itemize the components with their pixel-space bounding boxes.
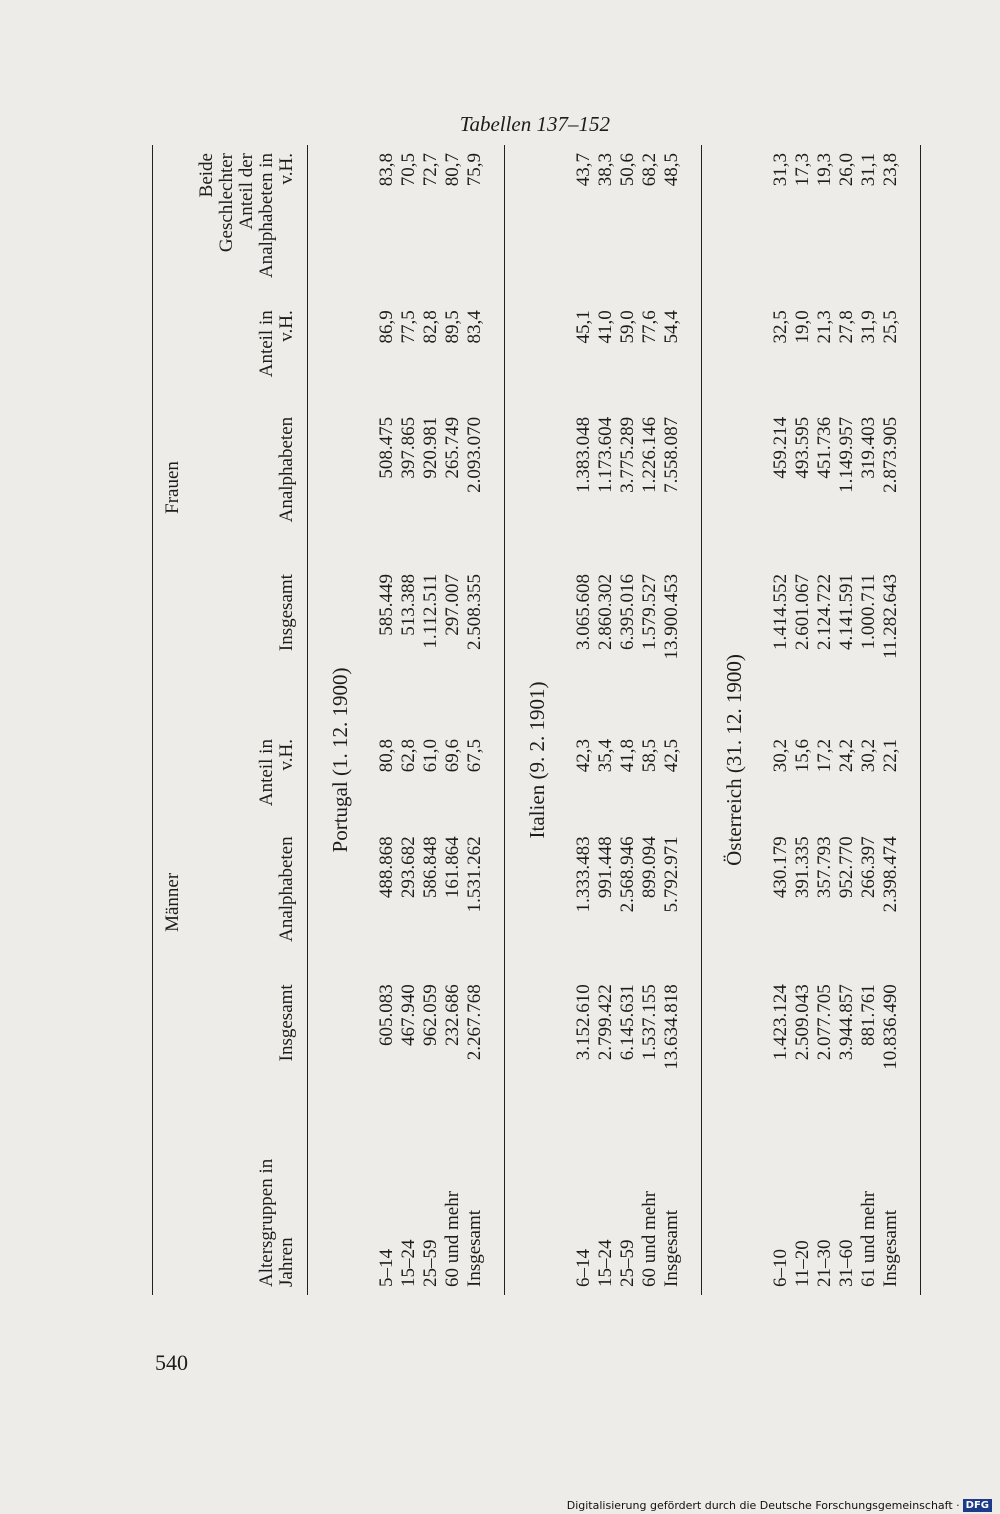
table-cell: 89,5 xyxy=(442,310,464,344)
table-cell: 75,9 xyxy=(464,153,486,187)
table-cell: 86,9 xyxy=(376,310,398,344)
table-cell: 297.007 xyxy=(442,574,464,636)
running-header: Tabellen 137–152 xyxy=(459,112,610,136)
table-row xyxy=(792,145,814,1295)
table-cell: 2.601.067 xyxy=(792,574,814,651)
row-label: 60 und mehr xyxy=(442,1190,464,1287)
row-label: Insgesamt xyxy=(661,1209,683,1287)
table-row xyxy=(617,145,639,1295)
table-cell: 1.414.552 xyxy=(770,574,792,651)
table-cell: 293.682 xyxy=(398,836,420,899)
header-age: Altersgruppen in Jahren xyxy=(183,1123,307,1295)
table-cell: 962.059 xyxy=(420,984,442,1047)
table-cell: 2.124.722 xyxy=(814,574,836,651)
table-cell: 42,5 xyxy=(661,739,683,773)
table-cell: 58,5 xyxy=(639,739,661,773)
table-cell: 6.395.016 xyxy=(617,574,639,651)
table-cell: 7.558.087 xyxy=(661,416,683,493)
table-section xyxy=(701,145,920,1295)
row-label: 31–60 xyxy=(836,1239,858,1287)
header-women-total: Insgesamt xyxy=(183,566,307,731)
section-title-row xyxy=(307,145,376,1295)
table-cell: 11.282.643 xyxy=(880,574,902,659)
table-row xyxy=(595,145,617,1295)
table-cell: 459.214 xyxy=(770,416,792,479)
table-cell: 21,3 xyxy=(814,310,836,344)
table-cell: 3.775.289 xyxy=(617,416,639,493)
table-cell: 42,3 xyxy=(573,739,595,773)
table-cell: 4.141.591 xyxy=(836,574,858,651)
table-cell: 1.173.604 xyxy=(595,416,617,493)
row-label: 61 und mehr xyxy=(858,1190,880,1287)
table-cell: 41,0 xyxy=(595,310,617,344)
table-cell: 82,8 xyxy=(420,310,442,344)
table-cell: 881.761 xyxy=(858,984,880,1047)
table-row xyxy=(420,145,442,1295)
table-cell: 5.792.971 xyxy=(661,836,683,913)
table-cell: 31,1 xyxy=(858,153,880,187)
table-row xyxy=(639,145,661,1295)
table-cell: 265.749 xyxy=(442,416,464,479)
page-number: 540 xyxy=(155,1350,188,1375)
table-cell: 19,0 xyxy=(792,310,814,344)
table-cell: 70,5 xyxy=(398,153,420,187)
table-cell: 2.873.905 xyxy=(880,416,902,493)
header-both-share: Beide Geschlechter Anteil der Analphabeten in v.H. xyxy=(183,145,307,302)
table-cell: 62,8 xyxy=(398,739,420,773)
table-cell: 605.083 xyxy=(376,984,398,1047)
table-cell: 77,5 xyxy=(398,310,420,344)
header-women-illiterate: Analphabeten xyxy=(183,409,307,566)
table-cell: 22,1 xyxy=(880,739,902,773)
table-cell: 1.537.155 xyxy=(639,984,661,1061)
table-cell: 83,4 xyxy=(464,310,486,344)
table-cell: 3.152.610 xyxy=(573,984,595,1061)
table-cell: 19,3 xyxy=(814,153,836,187)
table-cell: 54,4 xyxy=(661,310,683,344)
table-row xyxy=(661,145,702,1295)
table-cell: 80,7 xyxy=(442,153,464,187)
table-cell: 23,8 xyxy=(880,153,902,187)
table-cell: 2.077.705 xyxy=(814,984,836,1061)
section-title: Portugal (1. 12. 1900) xyxy=(328,667,353,853)
table-cell: 319.403 xyxy=(858,416,880,479)
section-title-row xyxy=(701,145,770,1295)
table-cell: 2.568.946 xyxy=(617,836,639,913)
table-cell: 467.940 xyxy=(398,984,420,1047)
table-cell: 35,4 xyxy=(595,739,617,773)
table-cell: 1.112.511 xyxy=(420,574,442,649)
table-cell: 161.864 xyxy=(442,836,464,899)
table-cell: 80,8 xyxy=(376,739,398,773)
table-section xyxy=(504,145,701,1295)
section-title-row xyxy=(504,145,573,1295)
table-cell: 266.397 xyxy=(858,836,880,899)
table-cell: 2.860.302 xyxy=(595,574,617,651)
table-cell: 48,5 xyxy=(661,153,683,187)
row-label: 25–59 xyxy=(617,1239,639,1287)
table-cell: 513.388 xyxy=(398,574,420,636)
table-row xyxy=(442,145,464,1295)
row-label: 21–30 xyxy=(814,1239,836,1287)
table-cell: 15,6 xyxy=(792,739,814,773)
table-cell: 2.508.355 xyxy=(464,574,486,651)
table-row xyxy=(398,145,420,1295)
section-title: Italien (9. 2. 1901) xyxy=(525,681,550,839)
table-cell: 1.579.527 xyxy=(639,574,661,651)
table-cell: 77,6 xyxy=(639,310,661,344)
row-label: 5–14 xyxy=(376,1249,398,1287)
table-cell: 2.267.768 xyxy=(464,984,486,1061)
illiteracy-table xyxy=(152,145,921,1295)
dfg-logo: DFG xyxy=(963,1499,992,1512)
row-label: 25–59 xyxy=(420,1239,442,1287)
table-cell: 13.634.818 xyxy=(661,984,683,1070)
table-cell: 493.595 xyxy=(792,416,814,479)
table-cell: 31,3 xyxy=(770,153,792,187)
table-cell: 586.848 xyxy=(420,836,442,899)
header-men-total: Insgesamt xyxy=(183,976,307,1122)
table-row xyxy=(376,145,398,1295)
table-cell: 67,5 xyxy=(464,739,486,773)
rotated-table-frame xyxy=(152,145,912,1295)
table-cell: 899.094 xyxy=(639,836,661,899)
table-cell: 72,7 xyxy=(420,153,442,187)
header-men-illiterate: Analphabeten xyxy=(183,828,307,976)
table-cell: 3.065.608 xyxy=(573,574,595,651)
table-cell: 2.093.070 xyxy=(464,416,486,493)
header-women-share: Anteil in v.H. xyxy=(183,302,307,409)
table-section xyxy=(307,145,504,1295)
table-cell: 17,2 xyxy=(814,739,836,773)
table-cell: 920.981 xyxy=(420,416,442,479)
row-label: Insgesamt xyxy=(880,1209,902,1287)
table-row xyxy=(814,145,836,1295)
table-cell: 952.770 xyxy=(836,836,858,899)
row-label: 11–20 xyxy=(792,1240,814,1287)
table-cell: 45,1 xyxy=(573,310,595,344)
table-cell: 1.000.711 xyxy=(858,574,880,650)
table-cell: 24,2 xyxy=(836,739,858,773)
table-cell: 69,6 xyxy=(442,739,464,773)
table-cell: 2.799.422 xyxy=(595,984,617,1061)
row-label: 15–24 xyxy=(398,1239,420,1287)
row-label: 6–14 xyxy=(573,1249,595,1287)
header-men-share: Anteil in v.H. xyxy=(183,731,307,828)
table-row xyxy=(573,145,595,1295)
header-women-group: Frauen xyxy=(162,461,183,514)
table-cell: 83,8 xyxy=(376,153,398,187)
table-row xyxy=(836,145,858,1295)
footer-text: Digitalisierung gefördert durch die Deutsche Forschungsgemeinschaft · xyxy=(566,1499,960,1512)
table-row xyxy=(464,145,505,1295)
table-cell: 41,8 xyxy=(617,739,639,773)
table-cell: 2.509.043 xyxy=(792,984,814,1061)
table-cell: 61,0 xyxy=(420,739,442,773)
table-cell: 397.865 xyxy=(398,416,420,479)
table-cell: 1.226.146 xyxy=(639,416,661,493)
table-row xyxy=(880,145,921,1295)
table-cell: 430.179 xyxy=(770,836,792,899)
table-cell: 17,3 xyxy=(792,153,814,187)
table-cell: 25,5 xyxy=(880,310,902,344)
header-men-group: Männer xyxy=(162,872,183,932)
table-cell: 30,2 xyxy=(770,739,792,773)
table-cell: 2.398.474 xyxy=(880,836,902,913)
table-cell: 357.793 xyxy=(814,836,836,899)
table-cell: 38,3 xyxy=(595,153,617,187)
table-cell: 26,0 xyxy=(836,153,858,187)
table-cell: 68,2 xyxy=(639,153,661,187)
table-cell: 6.145.631 xyxy=(617,984,639,1061)
table-cell: 31,9 xyxy=(858,310,880,344)
table-cell: 10.836.490 xyxy=(880,984,902,1070)
table-cell: 585.449 xyxy=(376,574,398,636)
table-cell: 1.423.124 xyxy=(770,984,792,1061)
row-label: 6–10 xyxy=(770,1249,792,1287)
table-row xyxy=(770,145,792,1295)
table-cell: 508.475 xyxy=(376,416,398,479)
section-title: Österreich (31. 12. 1900) xyxy=(722,654,747,866)
table-cell: 32,5 xyxy=(770,310,792,344)
table-cell: 3.944.857 xyxy=(836,984,858,1061)
table-cell: 1.383.048 xyxy=(573,416,595,493)
table-row xyxy=(858,145,880,1295)
table-cell: 59,0 xyxy=(617,310,639,344)
table-cell: 991.448 xyxy=(595,836,617,899)
row-label: Insgesamt xyxy=(464,1209,486,1287)
table-cell: 1.531.262 xyxy=(464,836,486,913)
table-cell: 27,8 xyxy=(836,310,858,344)
row-label: 15–24 xyxy=(595,1239,617,1287)
digitization-footer xyxy=(567,1499,992,1512)
table-cell: 43,7 xyxy=(573,153,595,187)
table-cell: 30,2 xyxy=(858,739,880,773)
table-header xyxy=(153,145,308,1295)
table-cell: 451.736 xyxy=(814,416,836,479)
table-cell: 1.149.957 xyxy=(836,416,858,493)
table-cell: 391.335 xyxy=(792,836,814,899)
table-cell: 488.868 xyxy=(376,836,398,899)
table-cell: 232.686 xyxy=(442,984,464,1047)
table-cell: 50,6 xyxy=(617,153,639,187)
table-cell: 1.333.483 xyxy=(573,836,595,913)
table-cell: 13.900.453 xyxy=(661,574,683,660)
row-label: 60 und mehr xyxy=(639,1190,661,1287)
